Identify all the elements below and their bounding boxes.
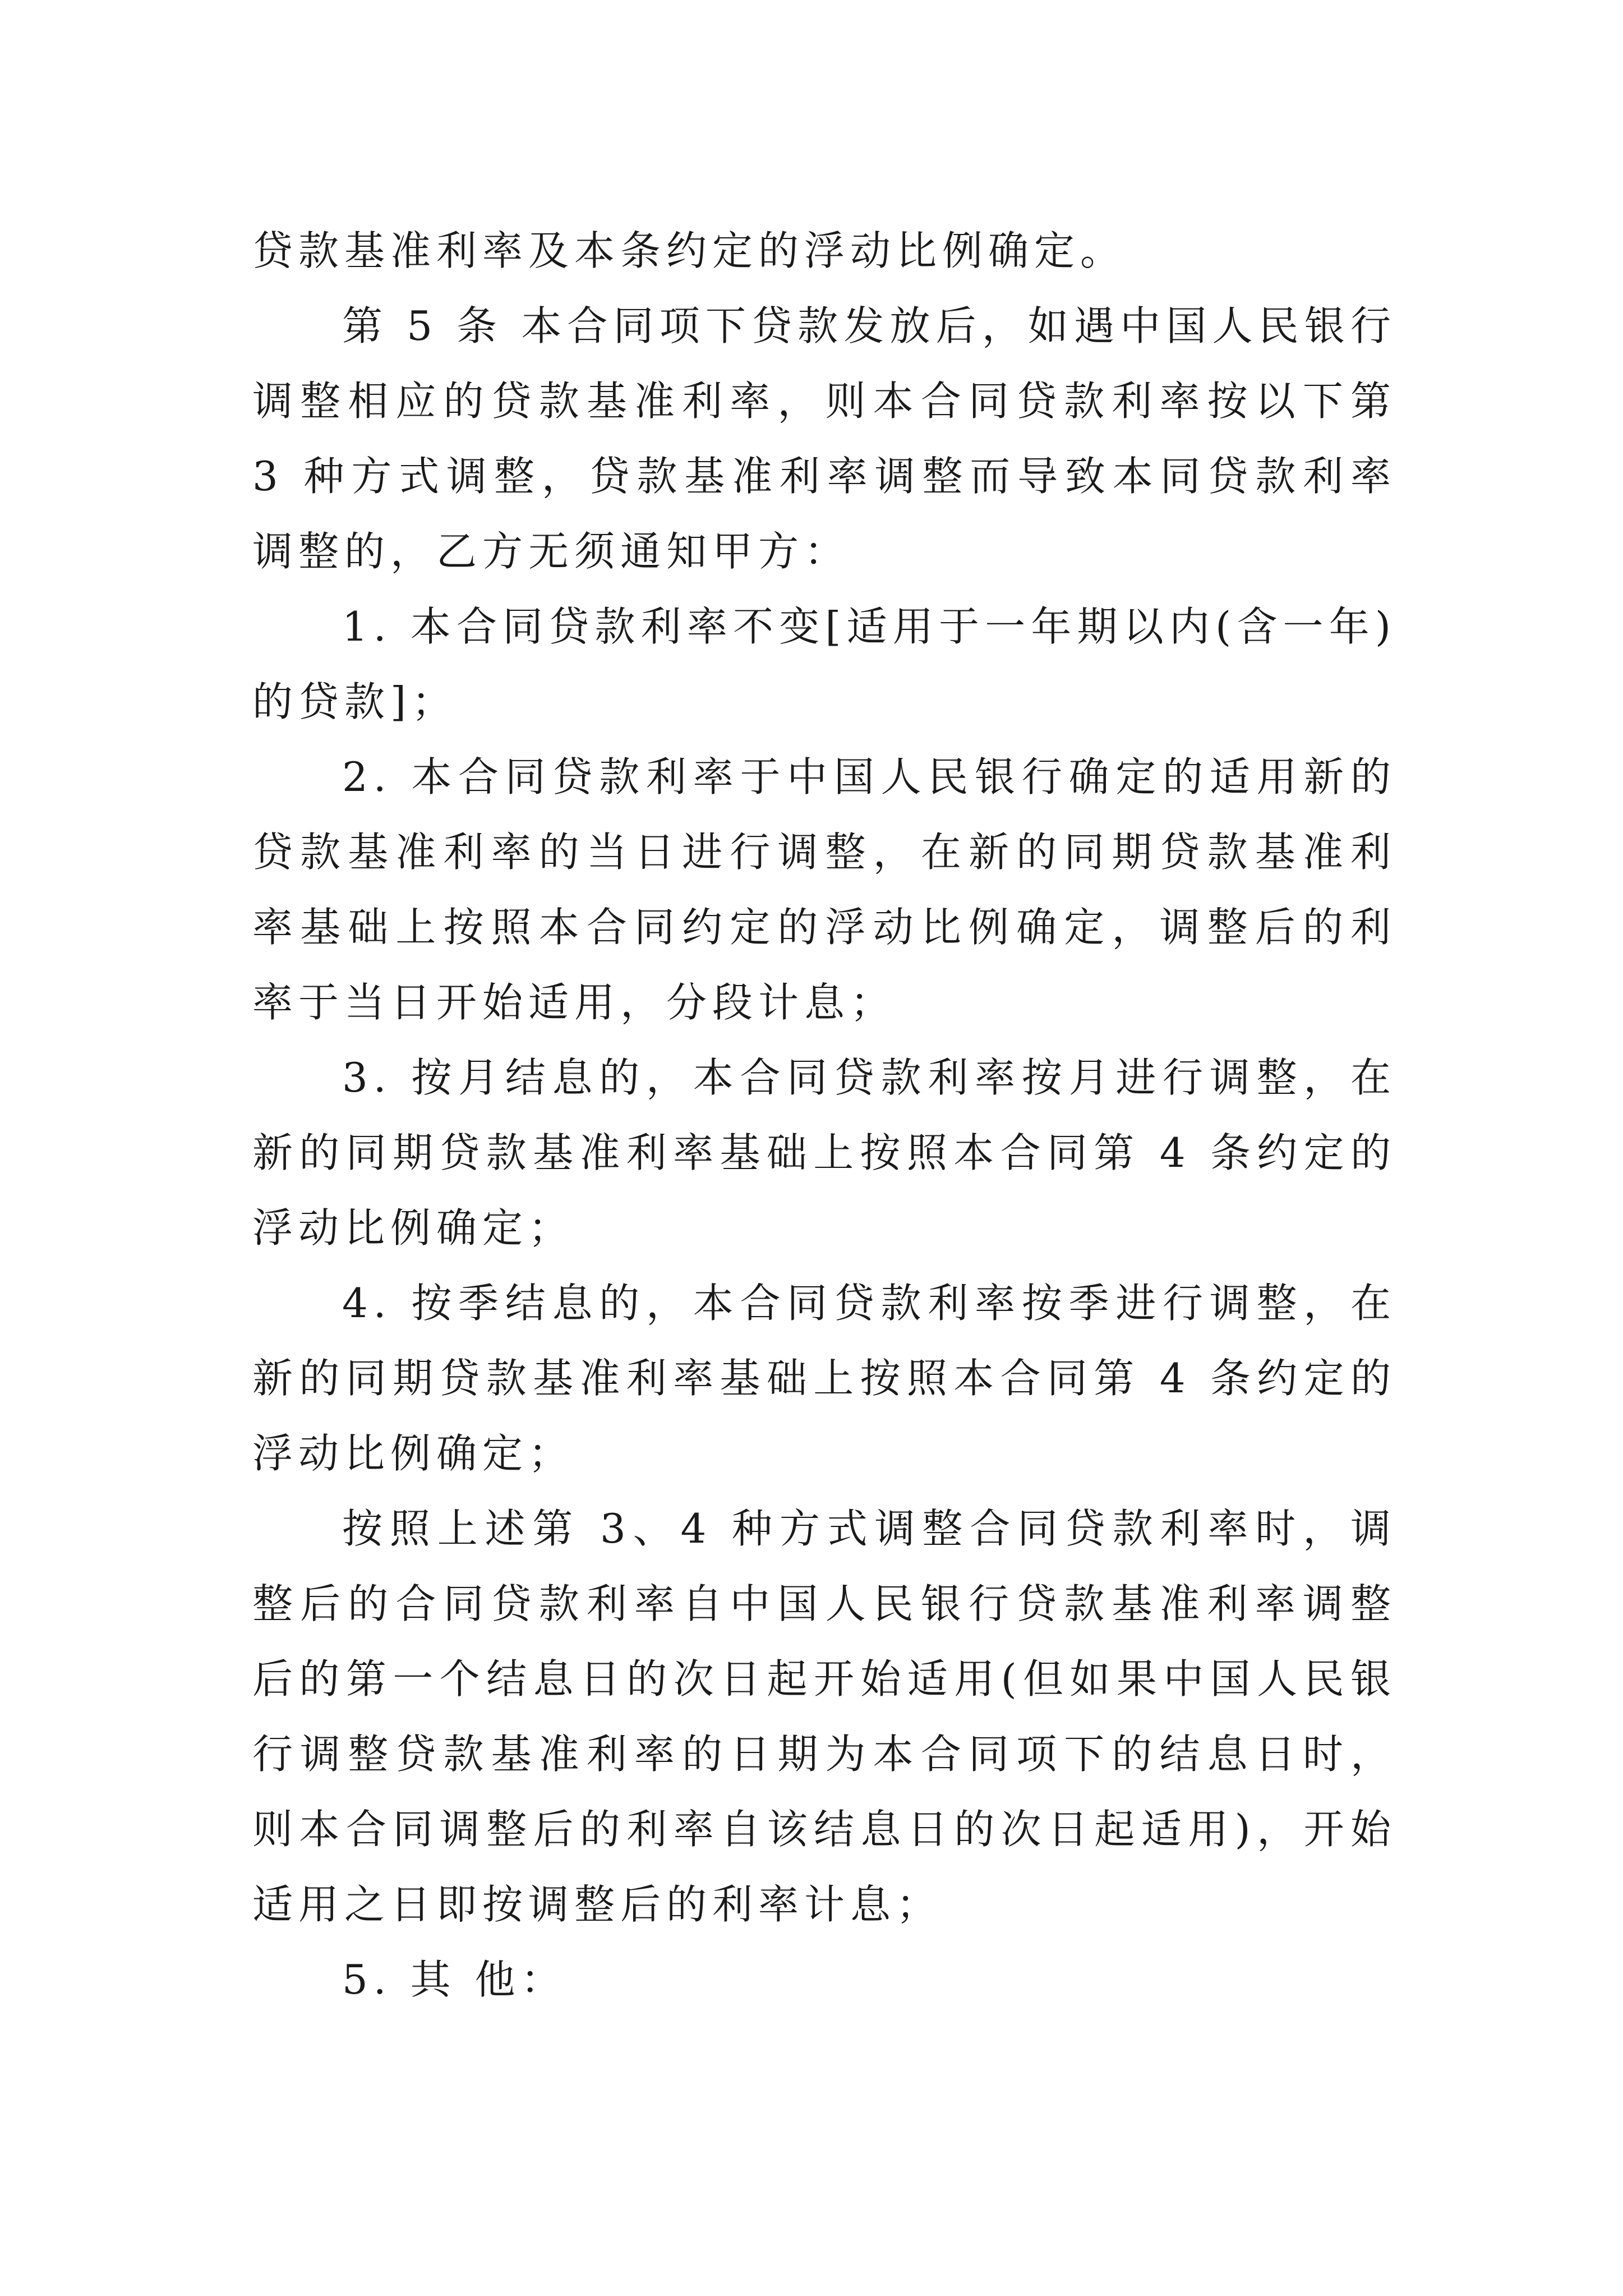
paragraph-item-5: 5. 其 他：	[342, 1956, 567, 2003]
paragraph-article-5: 第 5 条 本合同项下贷款发放后，如遇中国人民银行调整相应的贷款基准利率，则本合同贷款利率按以下第 3 种方式调整，贷款基准利率调整而导致本同贷款利率调整的，乙方无须通知甲方：	[252, 302, 1396, 575]
paragraph-item-4: 4. 按季结息的，本合同贷款利率按季进行调整，在新的同期贷款基准利率基础上按照本合同第 4 条约定的浮动比例确定；	[252, 1280, 1396, 1477]
paragraph-adjustment-note: 按照上述第 3、4 种方式调整合同贷款利率时，调整后的合同贷款利率自中国人民银行贷款基准利率调整后的第一个结息日的次日起开始适用(但如果中国人民银行调整贷款基准利率的日期为本合同项下的结息日时，则本合同调整后的利率自该结息日的次日起适用)，开始适用之日即按调整后的利率计息；	[252, 1505, 1396, 1928]
paragraph-item-1: 1. 本合同贷款利率不变[适用于一年期以内(含一年)的贷款]；	[252, 603, 1396, 725]
paragraph-item-2: 2. 本合同贷款利率于中国人民银行确定的适用新的贷款基准利率的当日进行调整，在新的同期贷款基准利率基础上按照本合同约定的浮动比例确定，调整后的利率于当日开始适用，分段计息；	[252, 753, 1396, 1026]
paragraph-continuation: 贷款基准利率及本条约定的浮动比例确定。	[252, 227, 1127, 274]
document-page	[252, 213, 1396, 2017]
paragraph-item-3: 3. 按月结息的，本合同贷款利率按月进行调整，在新的同期贷款基准利率基础上按照本合同第 4 条约定的浮动比例确定；	[252, 1054, 1396, 1251]
